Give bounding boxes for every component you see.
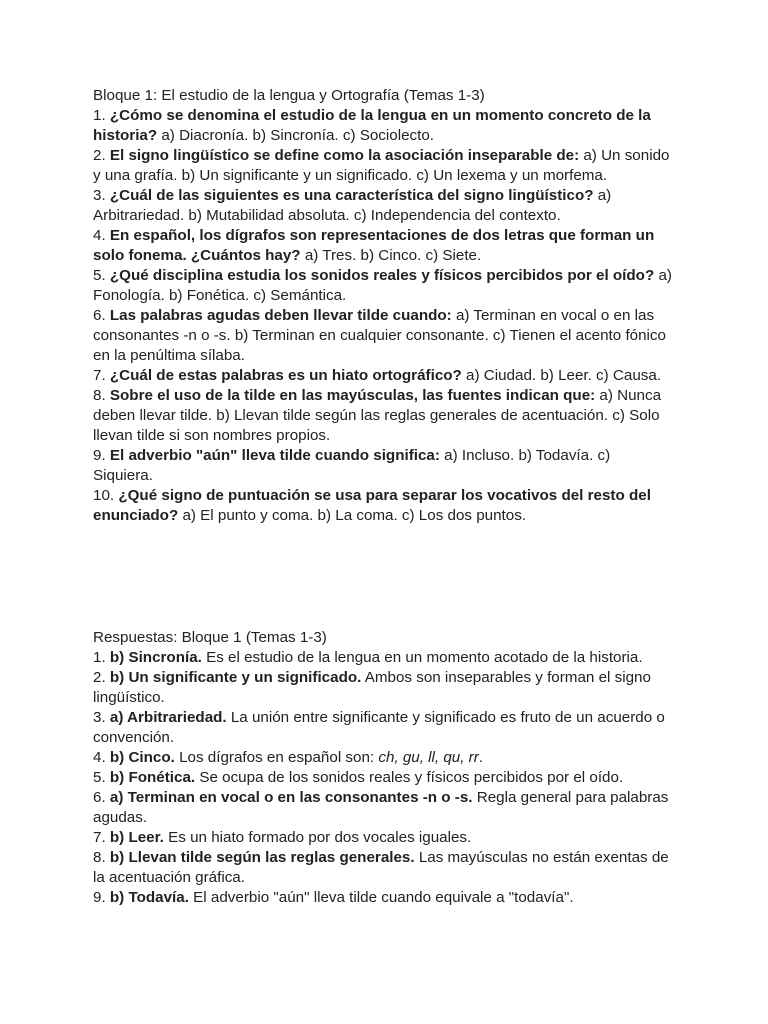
answer-number: 7. — [93, 829, 110, 846]
questions-title: Bloque 1: El estudio de la lengua y Ortografía (Temas 1-3) — [93, 87, 485, 104]
question-text: ¿Cuál de estas palabras es un hiato ortográfico? — [109, 367, 462, 384]
answer-choice: a) Arbitrariedad. — [109, 709, 227, 726]
question-options: a) Nunca deben llevar tilde. b) Llevan tilde según las reglas generales de acentuación. c) Solo llevan tilde si son nombres propios. — [93, 387, 662, 444]
question-options: a) Arbitrariedad. b) Mutabilidad absoluta. c) Independencia del contexto. — [93, 187, 612, 224]
question-item — [93, 186, 673, 226]
answer-tail: . — [478, 749, 484, 766]
question-item — [93, 486, 673, 526]
answer-item — [93, 828, 673, 848]
question-item — [93, 306, 673, 366]
answer-explanation: Los dígrafos en español son: — [174, 749, 379, 766]
answer-choice: b) Todavía. — [109, 889, 189, 906]
question-number: 3. — [93, 187, 110, 204]
answers-title: Respuestas: Bloque 1 (Temas 1-3) — [93, 629, 327, 646]
question-text: En español, los dígrafos son representaciones de dos letras que forman un solo fonema. ¿Cuántos hay? — [93, 227, 655, 264]
answer-choice: b) Un significante y un significado. — [109, 669, 362, 686]
question-number: 5. — [93, 267, 110, 284]
question-number: 7. — [93, 367, 110, 384]
answer-item — [93, 668, 673, 708]
answer-explanation: El adverbio "aún" lleva tilde cuando equivale a "todavía". — [188, 889, 574, 906]
question-item — [93, 446, 673, 486]
question-number: 8. — [93, 387, 110, 404]
question-text: Sobre el uso de la tilde en las mayúsculas, las fuentes indican que: — [109, 387, 596, 404]
question-text: Las palabras agudas deben llevar tilde cuando: — [109, 307, 452, 324]
answer-explanation: La unión entre significante y significado es fruto de un acuerdo o convención. — [93, 709, 665, 746]
question-item — [93, 266, 673, 306]
answer-explanation: Es un hiato formado por dos vocales iguales. — [163, 829, 472, 846]
answer-list — [93, 648, 673, 908]
question-number: 4. — [93, 227, 110, 244]
question-number: 10. — [93, 487, 119, 504]
answer-number: 3. — [93, 709, 110, 726]
questions-section — [93, 86, 673, 526]
question-text: ¿Qué signo de puntuación se usa para separar los vocativos del resto del enunciado? — [93, 487, 651, 524]
answer-choice: b) Leer. — [109, 829, 164, 846]
answer-number: 4. — [93, 749, 110, 766]
question-item — [93, 366, 673, 386]
answer-number: 6. — [93, 789, 110, 806]
answer-number: 1. — [93, 649, 110, 666]
question-text: ¿Qué disciplina estudia los sonidos reales y físicos percibidos por el oído? — [109, 267, 655, 284]
question-options: a) Terminan en vocal o en las consonantes -n o -s. b) Terminan en cualquier consonante. c) Tienen el acento fónico en la penúltima sílaba. — [93, 307, 666, 364]
question-options: a) Tres. b) Cinco. c) Siete. — [300, 247, 482, 264]
answer-choice: b) Fonética. — [109, 769, 196, 786]
question-number: 2. — [93, 147, 110, 164]
answer-item — [93, 768, 673, 788]
question-text: ¿Cómo se denomina el estudio de la lengua en un momento concreto de la historia? — [93, 107, 651, 144]
answer-item — [93, 748, 673, 768]
question-item — [93, 146, 673, 186]
question-text: El adverbio "aún" lleva tilde cuando significa: — [109, 447, 440, 464]
answer-item — [93, 708, 673, 748]
answer-item — [93, 848, 673, 888]
answer-choice: a) Terminan en vocal o en las consonantes -n o -s. — [109, 789, 473, 806]
answers-section — [93, 628, 673, 908]
question-options: a) Incluso. b) Todavía. c) Siquiera. — [93, 447, 611, 484]
question-item — [93, 226, 673, 266]
answer-choice: b) Llevan tilde según las reglas generales. — [109, 849, 415, 866]
answer-number: 8. — [93, 849, 110, 866]
answer-number: 2. — [93, 669, 110, 686]
question-item — [93, 106, 673, 146]
answer-examples: ch, gu, ll, qu, rr — [378, 749, 479, 766]
answer-explanation: Se ocupa de los sonidos reales y físicos percibidos por el oído. — [195, 769, 624, 786]
question-text: ¿Cuál de las siguientes es una característica del signo lingüístico? — [109, 187, 594, 204]
question-options: a) Un sonido y una grafía. b) Un significante y un significado. c) Un lexema y un morfema. — [93, 147, 670, 184]
question-options: a) El punto y coma. b) La coma. c) Los dos puntos. — [178, 507, 527, 524]
answer-choice: b) Sincronía. — [109, 649, 202, 666]
answer-explanation: Es el estudio de la lengua en un momento acotado de la historia. — [201, 649, 643, 666]
answer-explanation: Ambos son inseparables y forman el signo lingüístico. — [93, 669, 651, 706]
answer-choice: b) Cinco. — [109, 749, 175, 766]
question-number: 1. — [93, 107, 110, 124]
answer-item — [93, 888, 673, 908]
question-options: a) Ciudad. b) Leer. c) Causa. — [461, 367, 662, 384]
answer-explanation: Las mayúsculas no están exentas de la acentuación gráfica. — [93, 849, 669, 886]
question-item — [93, 386, 673, 446]
answer-number: 9. — [93, 889, 110, 906]
question-text: El signo lingüístico se define como la asociación inseparable de: — [109, 147, 580, 164]
question-options: a) Diacronía. b) Sincronía. c) Sociolecto. — [157, 127, 435, 144]
question-number: 6. — [93, 307, 110, 324]
answer-item — [93, 648, 673, 668]
question-number: 9. — [93, 447, 110, 464]
answer-number: 5. — [93, 769, 110, 786]
question-options: a) Fonología. b) Fonética. c) Semántica. — [93, 267, 672, 304]
answer-explanation: Regla general para palabras agudas. — [93, 789, 669, 826]
question-list — [93, 106, 673, 526]
answer-item — [93, 788, 673, 828]
